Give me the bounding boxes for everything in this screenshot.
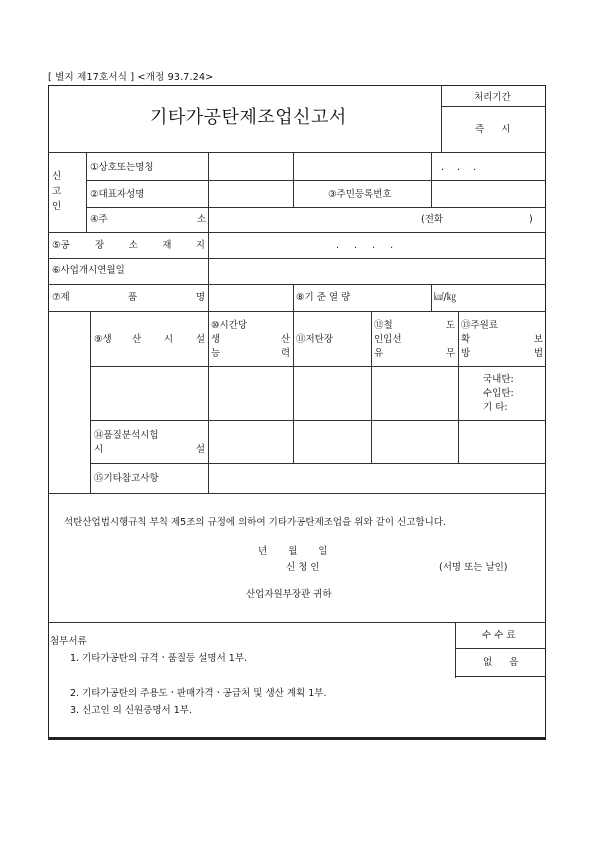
railway-line1: ⑫철 도 [374,320,455,331]
document-title: 기타가공탄제조업신고서 [150,107,347,128]
form-header: [ 별지 제17호서식 ] <개정 93.7.24> [48,72,214,83]
trade-name-dots: . . . [441,162,477,173]
declaration-text: 석탄산업법시행규칙 부칙 제5조의 규정에 의하여 기타가공탄제조업을 위와 같이 신고합니다. [64,517,446,528]
attachment-item: 1. 기타가공탄의 규격ㆍ품질등 설명서 1부. [70,653,248,664]
rule [48,284,546,285]
rule [431,152,432,207]
attachments-title: 첨부서류 [50,636,87,647]
railway-line2: 인입선 [374,334,402,345]
rule [48,493,546,494]
rule [208,152,209,207]
applicant-char: 인 [52,201,62,212]
rule [458,311,459,463]
address-label-end: 소 [197,214,207,225]
rule [48,311,546,312]
date-line: 년 월 일 [258,546,328,557]
applicant-char: 고 [52,186,62,197]
applicant-char: 신 [52,171,62,182]
resident-no-label: ③주민등록번호 [328,189,392,200]
quality-test-label: ⑭품질분석시험 [94,430,159,441]
calorific-unit: ㎉/㎏ [434,292,457,303]
attachment-item: 2. 기타가공탄의 주용도ㆍ판매가격ㆍ공급처 및 생산 계획 1부. [70,688,327,699]
rule [208,207,209,232]
rule [48,232,546,233]
rule [455,676,546,677]
processing-label: 처리기간 [474,92,511,103]
railway-line3: 유 무 [374,348,455,359]
rule [441,106,546,107]
phone-close: ) [529,214,533,225]
remarks-label: ⑮기타참고사항 [94,473,159,484]
fee-value: 없 음 [483,657,519,668]
calorific-label: ⑧기 준 열 량 [296,292,351,303]
start-date-label: ⑥사업개시연월일 [52,265,125,276]
imported-coal-label: 수입탄: [483,388,514,399]
factory-label: ⑤공 [52,240,70,251]
rule [48,258,546,259]
representative-label: ②대표자성명 [90,189,145,200]
address-label: ④주 [90,214,108,225]
applicant-label: 신 청 인 [286,562,320,573]
rule [371,311,372,463]
hourly-capacity-line3: 능 력 [211,348,290,359]
rule [90,463,546,464]
other-coal-label: 기 타: [483,402,508,413]
rule [86,207,546,208]
processing-value: 즉 시 [475,124,511,135]
factory-dots: . . . . [336,240,394,251]
production-label-chars: 산 시 설 [132,334,205,345]
signature-label: (서명 또는 날인) [439,562,508,573]
rule [48,152,546,153]
rule [293,152,294,207]
rule [431,284,432,311]
trade-name-label: ①상호또는명칭 [90,162,154,173]
raw-material-line3: 방 법 [461,348,543,359]
rule [208,284,209,311]
rule [208,311,209,493]
attachment-item: 3. 신고인 의 신원증명서 1부. [70,705,192,716]
storage-label: ⑪저탄장 [296,334,334,345]
hourly-capacity-label: ⑩시간당 [211,320,248,331]
product-label-chars: 품 명 [128,292,205,303]
rule [455,648,546,649]
raw-material-label: ⑬주원료 [461,320,499,331]
rule [293,311,294,463]
form-frame [48,85,546,740]
rule [208,232,209,258]
raw-material-line2: 확 보 [461,334,543,345]
rule [208,258,209,284]
production-label: ⑨생 [94,334,112,345]
domestic-coal-label: 국내탄: [483,374,514,385]
fee-label: 수 수 료 [482,630,516,641]
rule [86,180,546,181]
rule [455,622,456,678]
rule [293,284,294,311]
rule [441,85,442,152]
rule [90,366,546,367]
quality-test-line2: 시 설 [94,444,205,455]
rule [90,311,91,493]
rule [90,420,546,421]
rule [86,152,87,232]
factory-label-chars: 장 소 재 지 [95,240,205,251]
addressee: 산업자원부장관 귀하 [246,589,332,600]
phone-label: (전화 [421,214,444,225]
hourly-capacity-line2: 생 산 [211,334,290,345]
rule [48,622,546,623]
product-label: ⑦제 [52,292,70,303]
